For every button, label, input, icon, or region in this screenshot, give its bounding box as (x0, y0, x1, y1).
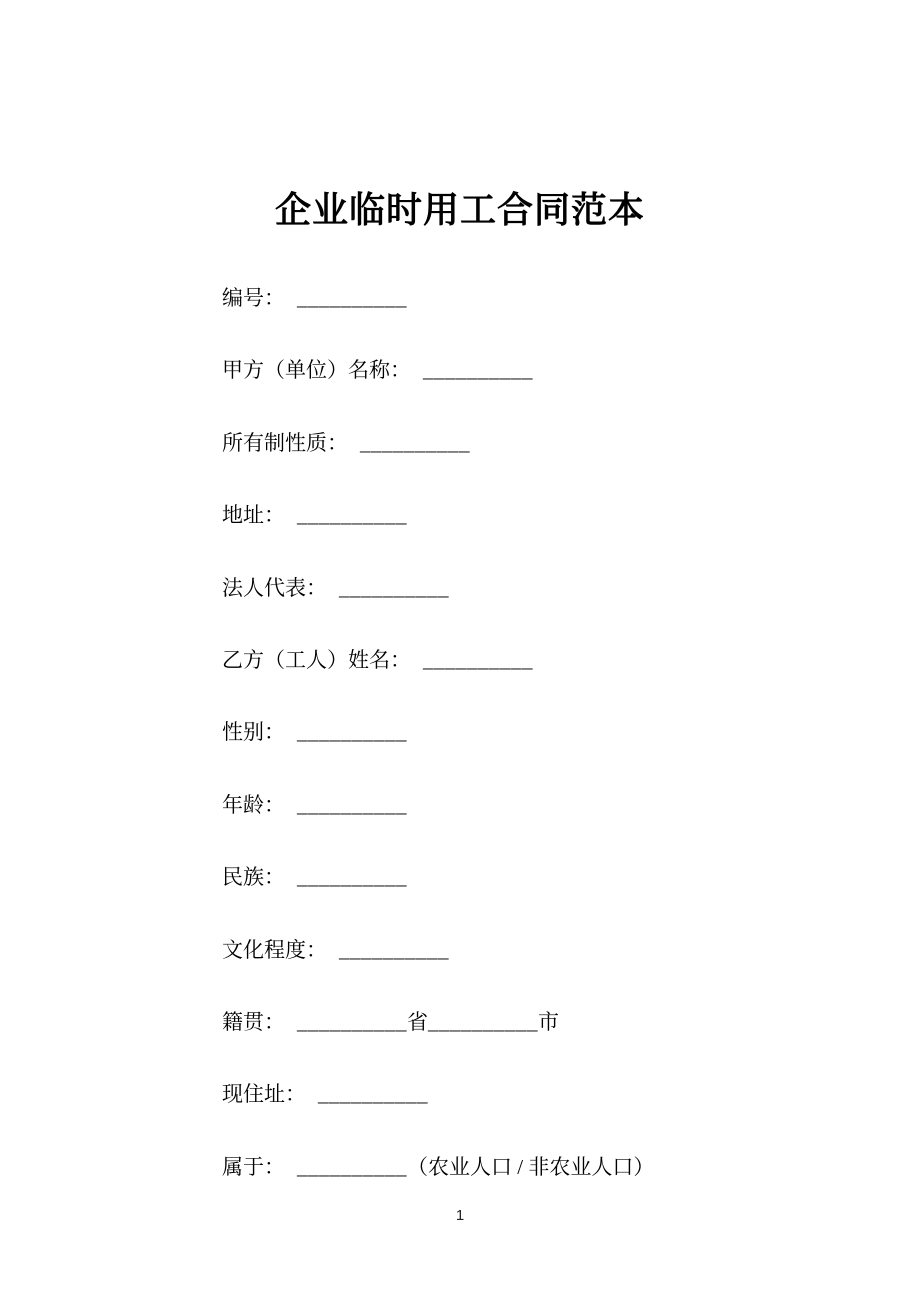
field-row-legal-representative (222, 552, 862, 624)
field-row-age (222, 769, 862, 841)
field-mid-label: 省 (407, 1009, 428, 1034)
field-row-native-place (222, 986, 862, 1058)
field-suffix-label: （农业人口 / 非农业人口） (407, 1154, 655, 1179)
field-blank[interactable]: __________ (339, 937, 449, 962)
field-label: 籍贯： (222, 1009, 285, 1034)
field-label: 民族： (222, 865, 285, 890)
field-row-address (222, 479, 862, 551)
field-label: 地址： (222, 503, 285, 528)
field-label: 年龄： (222, 792, 285, 817)
field-blank[interactable]: __________ (297, 503, 407, 528)
field-row-ethnicity (222, 841, 862, 913)
field-label: 编号： (222, 286, 285, 310)
field-label: 甲方（单位）名称： (222, 358, 411, 383)
field-blank[interactable]: __________ (423, 358, 533, 383)
field-suffix-label: 市 (538, 1009, 559, 1034)
field-row-current-address (222, 1058, 862, 1130)
field-blank[interactable]: __________ (423, 647, 533, 672)
field-blank-2[interactable]: __________ (428, 1009, 538, 1034)
field-blank[interactable]: __________ (297, 1009, 407, 1034)
field-blank[interactable]: __________ (297, 1154, 407, 1179)
field-row-education-level (222, 914, 862, 986)
field-row-population-type (222, 1131, 862, 1203)
page-number: 1 (455, 1207, 465, 1224)
field-label: 属于： (222, 1154, 285, 1179)
field-label: 所有制性质： (222, 430, 348, 455)
field-row-party-a-name (222, 334, 862, 406)
field-label: 性别： (222, 720, 285, 745)
field-blank[interactable]: __________ (297, 792, 407, 817)
field-label: 乙方（工人）姓名： (222, 647, 411, 672)
field-blank[interactable]: __________ (360, 430, 470, 455)
field-blank[interactable]: __________ (297, 286, 407, 310)
field-label: 文化程度： (222, 937, 327, 962)
field-label: 现住址： (222, 1082, 306, 1107)
field-row-party-b-name (222, 624, 862, 696)
field-label: 法人代表： (222, 575, 327, 600)
field-blank[interactable]: __________ (297, 720, 407, 745)
field-row-ownership-type (222, 407, 862, 479)
field-blank[interactable]: __________ (297, 865, 407, 890)
field-blank[interactable]: __________ (318, 1082, 428, 1107)
form-fields (222, 262, 862, 1203)
field-blank[interactable]: __________ (339, 575, 449, 600)
field-row-gender (222, 696, 862, 768)
field-row-contract-number (222, 262, 862, 334)
document-title: 企业临时用工合同范本 (274, 190, 645, 230)
